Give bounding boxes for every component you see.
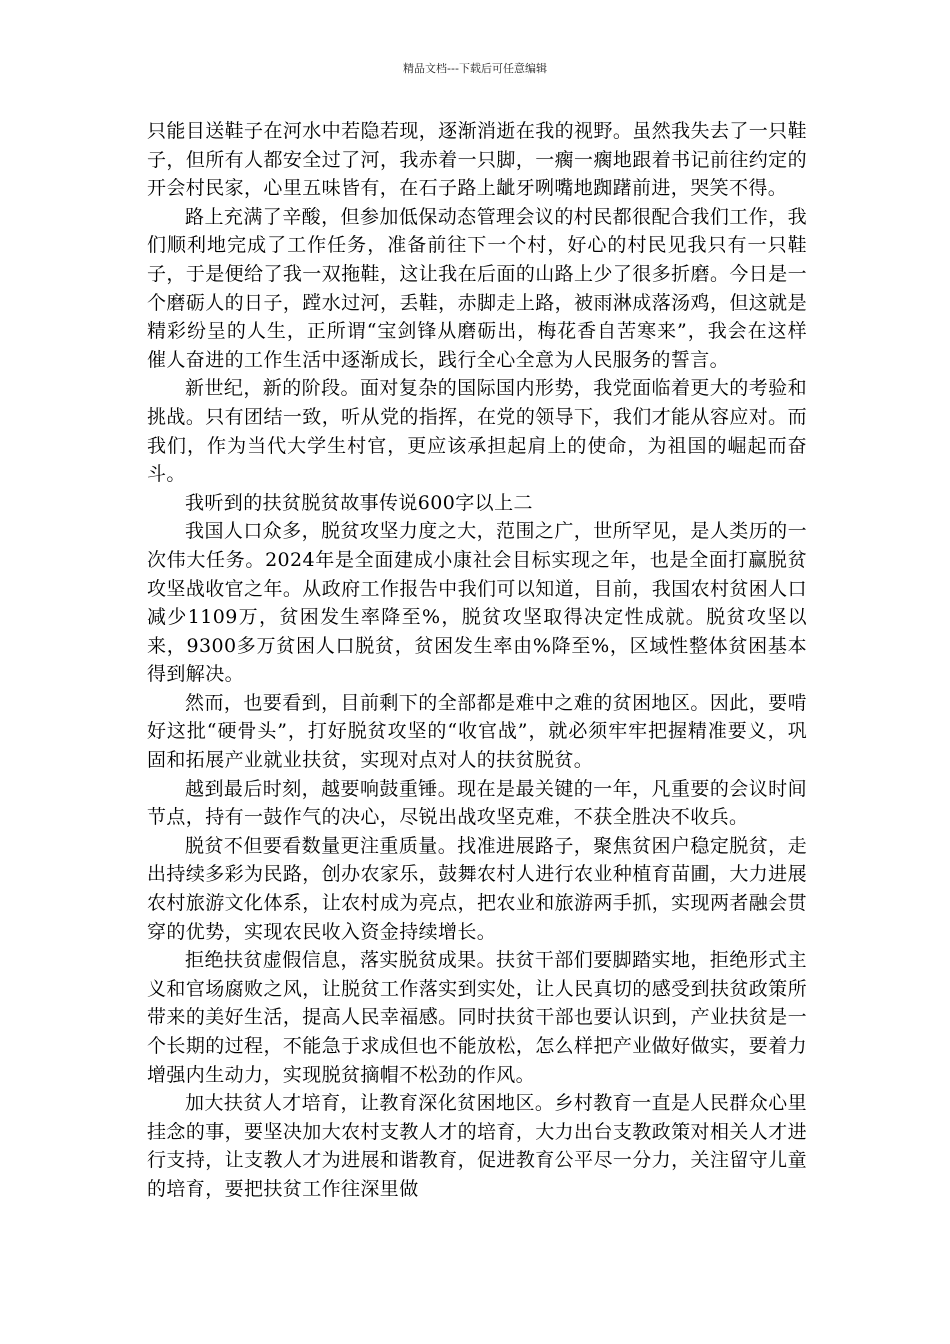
paragraph-7: 越到最后时刻，越要响鼓重锤。现在是最关键的一年，凡重要的会议时间节点，持有一鼓作气的决心，尽锐出战攻坚克难，不获全胜决不收兵。 — [147, 777, 807, 829]
paragraph-6: 然而，也要看到，目前剩下的全部都是难中之难的贫困地区。因此，要啃好这批“硬骨头”，打好脱贫攻坚的“收官战”，就必须牢牢把握精准要义，巩固和拓展产业就业扶贫，实现对点对人的扶贫脱贫。 — [147, 691, 807, 772]
paragraph-2: 路上充满了辛酸，但参加低保动态管理会议的村民都很配合我们工作，我们顺利地完成了工作任务，准备前往下一个村，好心的村民见我只有一只鞋子，于是便给了我一双拖鞋，这让我在后面的山路上少了很多折磨。今日是一个磨砺人的日子，蹚水过河，丢鞋，赤脚走上路，被雨淋成落汤鸡，但这就是精彩纷呈的人生，正所谓“宝剑锋从磨砺出，梅花香自苦寒来”，我会在这样催人奋进的工作生活中逐渐成长，践行全心全意为人民服务的誓言。 — [147, 205, 807, 371]
paragraph-9: 拒绝扶贫虚假信息，落实脱贫成果。扶贫干部们要脚踏实地，拒绝形式主义和官场腐败之风，让脱贫工作落实到实处，让人民真切的感受到扶贫政策所带来的美好生活，提高人民幸福感。同时扶贫干部也要认识到，产业扶贫是一个长期的过程，不能急于求成但也不能放松，怎么样把产业做好做实，要着力增强内生动力，实现脱贫摘帽不松劲的作风。 — [147, 949, 807, 1086]
paragraph-10: 加大扶贫人才培育，让教育深化贫困地区。乡村教育一直是人民群众心里挂念的事，要坚决加大农村支教人才的培育，大力出台支教政策对相关人才进行支持，让支教人才为进展和谐教育，促进教育公平尽一分力，关注留守儿童的培育，要把扶贫工作往深里做 — [147, 1092, 807, 1200]
section-heading: 我听到的扶贫脱贫故事传说600字以上二 — [185, 491, 533, 514]
page-header: 精品文档---下载后可任意编辑 — [403, 62, 547, 75]
paragraph-5: 我国人口众多，脱贫攻坚力度之大，范围之广，世所罕见，是人类历的一次伟大任务。2024年是全面建成小康社会目标实现之年，也是全面打赢脱贫攻坚战收官之年。从政府工作报告中我们可以知道，目前，我国农村贫困人口减少1109万，贫困发生率降至%，脱贫攻坚取得决定性成就。脱贫攻坚以来，9300多万贫困人口脱贫，贫困发生率由%降至%，区域性整体贫困基本得到解决。 — [147, 520, 807, 686]
paragraph-1: 只能目送鞋子在河水中若隐若现，逐渐消逝在我的视野。虽然我失去了一只鞋子，但所有人都安全过了河，我赤着一只脚，一瘸一瘸地跟着书记前往约定的开会村民家，心里五味皆有，在石子路上龇牙咧嘴地踟躇前进，哭笑不得。 — [147, 120, 807, 200]
document-body — [147, 117, 807, 1204]
paragraph-3: 新世纪，新的阶段。面对复杂的国际国内形势，我党面临着更大的考验和挑战。只有团结一致，听从党的指挥，在党的领导下，我们才能从容应对。而我们，作为当代大学生村官，更应该承担起肩上的使命，为祖国的崛起而奋斗。 — [147, 377, 807, 486]
paragraph-8: 脱贫不但要看数量更注重质量。找准进展路子，聚焦贫困户稳定脱贫，走出持续多彩为民路，创办农家乐，鼓舞农村人进行农业种植育苗圃，大力进展农村旅游文化体系，让农村成为亮点，把农业和旅游两手抓，实现两者融会贯穿的优势，实现农民收入资金持续增长。 — [147, 834, 807, 943]
